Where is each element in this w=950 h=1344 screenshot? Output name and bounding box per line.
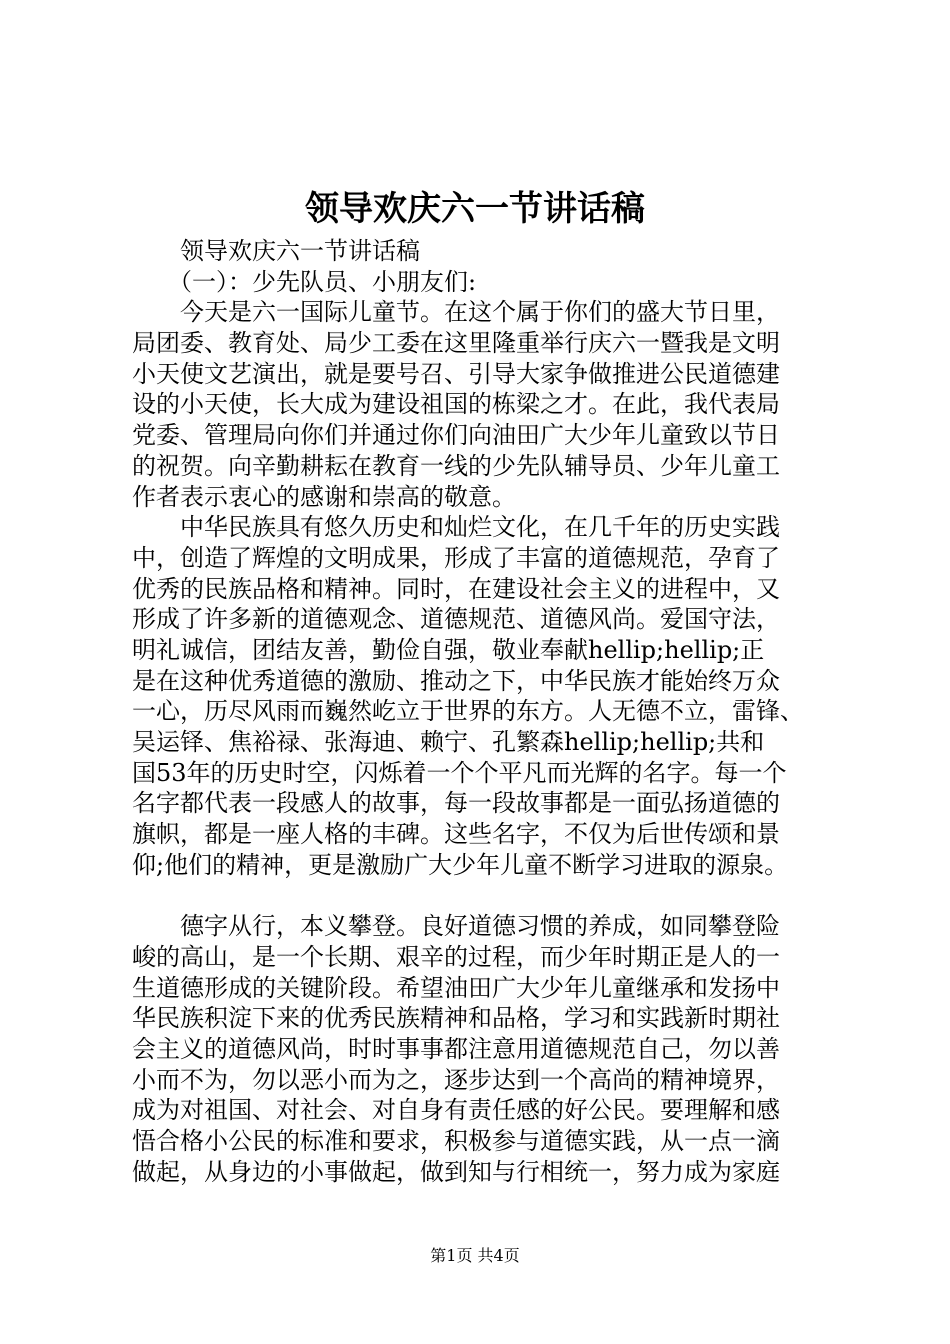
body-line: 小天使文艺演出，就是要号召、引导大家争做推进公民道德建	[132, 359, 780, 388]
body-line: 是在这种优秀道德的激励、推动之下，中华民族才能始终万众	[132, 666, 780, 695]
body-line: 峻的高山，是一个长期、艰辛的过程，而少年时期正是人的一	[132, 942, 780, 971]
body-line: （一）：少先队员、小朋友们:	[132, 267, 477, 296]
body-line: 优秀的民族品格和精神。同时，在建设社会主义的进程中，又	[132, 574, 780, 603]
body-line: 吴运铎、焦裕禄、张海迪、赖宁、孔繁森hellip;hellip;共和	[132, 728, 765, 756]
body-line: 的祝贺。向辛勤耕耘在教育一线的少先队辅导员、少年儿童工	[132, 451, 780, 480]
body-line: 做起，从身边的小事做起，做到知与行相统一，努力成为家庭	[132, 1157, 780, 1186]
body-line: 今天是六一国际儿童节。在这个属于你们的盛大节日里，	[132, 298, 780, 327]
body-line: 明礼诚信，团结友善，勤俭自强，敬业奉献hellip;hellip;正	[132, 635, 765, 664]
document-title: 领导欢庆六一节讲话稿	[305, 189, 645, 229]
body-line: 仰;他们的精神，更是激励广大少年儿童不断学习进取的源泉。	[132, 850, 789, 879]
body-line: 会主义的道德风尚，时时事事都注意用道德规范自己，勿以善	[132, 1034, 780, 1063]
body-line: 国53年的历史时空，闪烁着一个个平凡而光辉的名字。每一个	[132, 758, 787, 787]
body-line: 成为对祖国、对社会、对自身有责任感的好公民。要理解和感	[132, 1096, 780, 1125]
body-line: 形成了许多新的道德观念、道德规范、道德风尚。爱国守法，	[132, 605, 780, 634]
page-footer: 第1页 共4页	[430, 1246, 520, 1265]
body-line: 悟合格小公民的标准和要求，积极参与道德实践，从一点一滴	[132, 1126, 780, 1155]
body-line: 旗帜，都是一座人格的丰碑。这些名字，不仅为后世传颂和景	[132, 820, 780, 849]
body-line: 华民族积淀下来的优秀民族精神和品格，学习和实践新时期社	[132, 1004, 780, 1033]
paragraph-gap	[132, 880, 832, 911]
body-line: 设的小天使，长大成为建设祖国的栋梁之才。在此，我代表局	[132, 390, 780, 419]
document-body	[132, 236, 832, 1187]
body-line: 领导欢庆六一节讲话稿	[132, 237, 420, 265]
body-line: 一心，历尽风雨而巍然屹立于世界的东方。人无德不立，雷锋、	[132, 697, 804, 726]
body-line: 生道德形成的关键阶段。希望油田广大少年儿童继承和发扬中	[132, 973, 780, 1002]
body-line: 名字都代表一段感人的故事，每一段故事都是一面弘扬道德的	[132, 789, 780, 818]
body-line: 德字从行，本义攀登。良好道德习惯的养成，如同攀登险	[132, 912, 780, 941]
body-line: 中，创造了辉煌的文明成果，形成了丰富的道德规范，孕育了	[132, 543, 780, 572]
body-line: 中华民族具有悠久历史和灿烂文化，在几千年的历史实践	[132, 513, 780, 542]
body-line: 小而不为，勿以恶小而为之，逐步达到一个高尚的精神境界，	[132, 1065, 780, 1094]
body-line: 党委、管理局向你们并通过你们向油田广大少年儿童致以节日	[132, 421, 780, 450]
body-line: 局团委、教育处、局少工委在这里隆重举行庆六一暨我是文明	[132, 329, 780, 358]
body-line: 作者表示衷心的感谢和崇高的敬意。	[132, 482, 516, 511]
